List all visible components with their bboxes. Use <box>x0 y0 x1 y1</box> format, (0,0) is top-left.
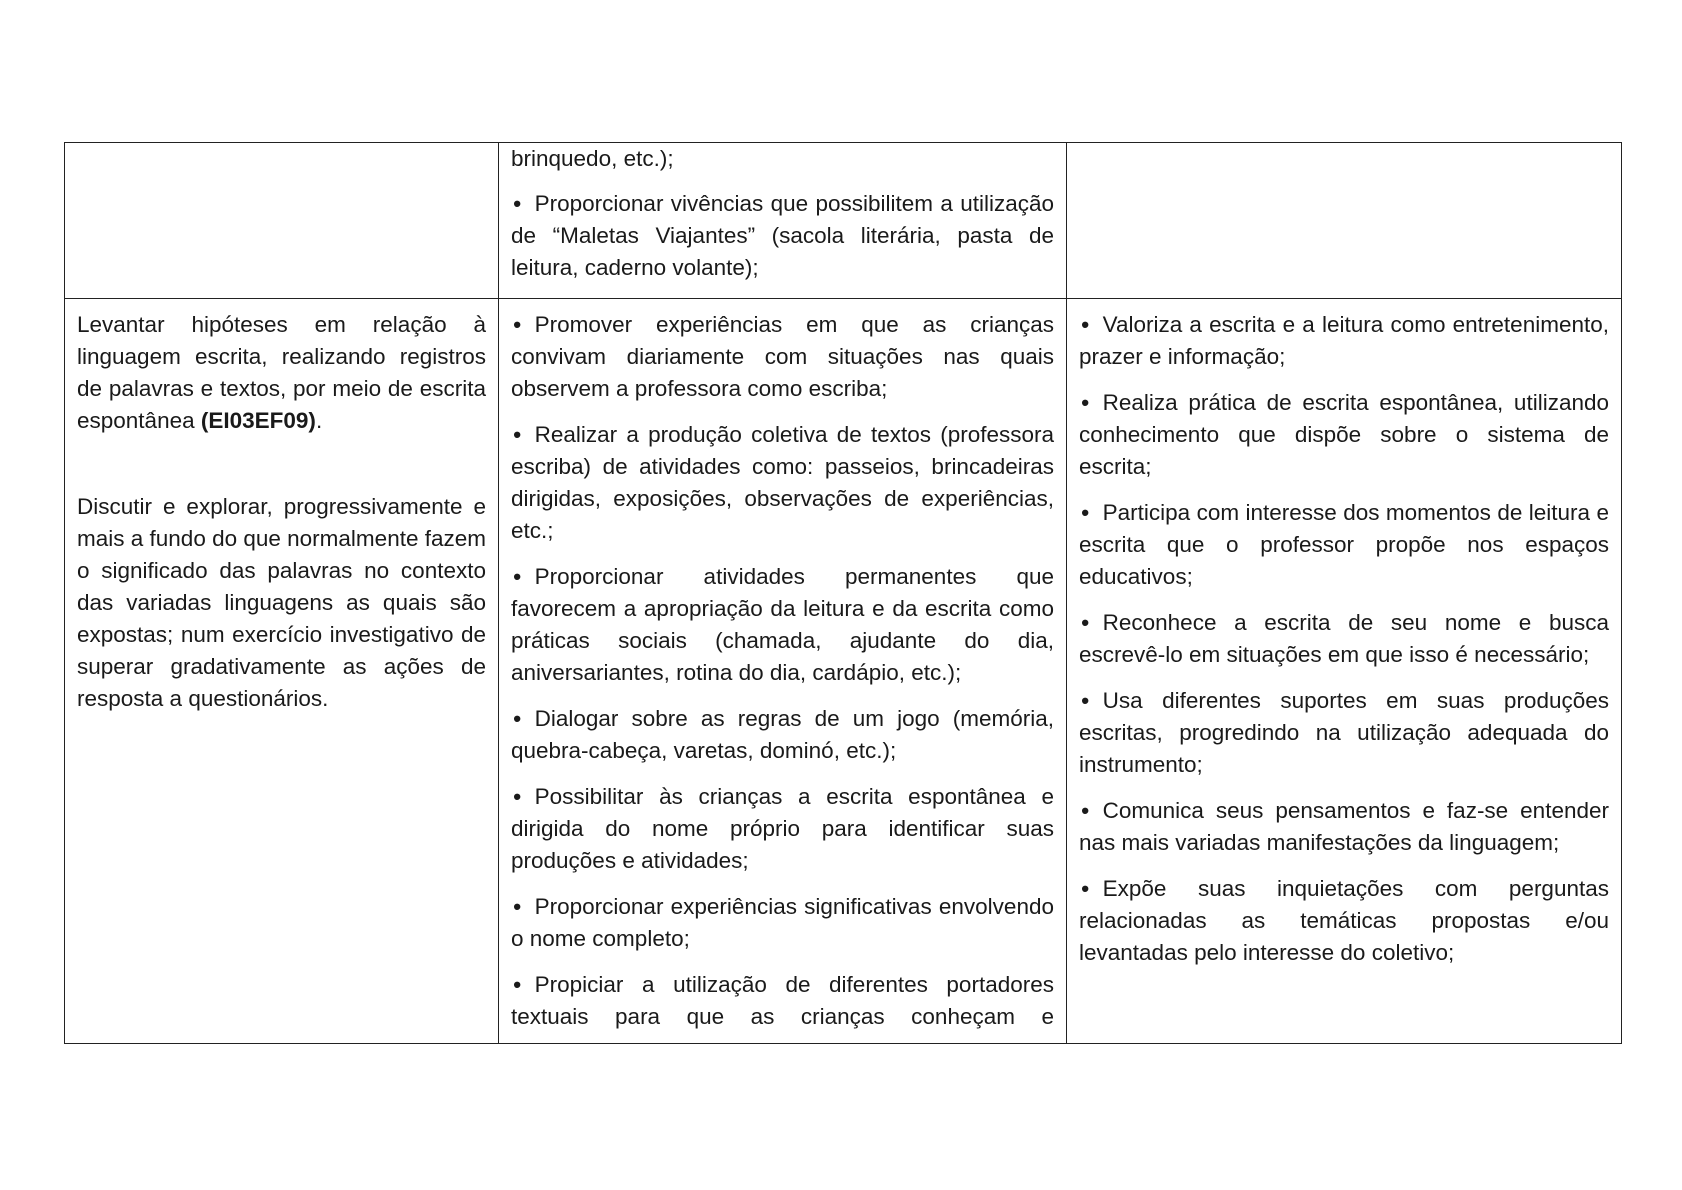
activity-item: • Proporcionar atividades permanentes que favorecem a apropriação da leitura e da escrita como práticas sociais (chamada, ajudante do dia, aniversariantes, rotina do dia, cardápio, etc.); <box>511 561 1054 689</box>
assessment-item: • Participa com interesse dos momentos de leitura e escrita que o professor propõe nos espaços educativos; <box>1079 497 1609 593</box>
assessment-cell-empty <box>1067 143 1622 299</box>
objectives-cell <box>65 299 499 1044</box>
assessment-item: • Realiza prática de escrita espontânea, utilizando conhecimento que dispõe sobre o sistema de escrita; <box>1079 387 1609 483</box>
assessment-item: • Comunica seus pensamentos e faz-se entender nas mais variadas manifestações da linguagem; <box>1079 795 1609 859</box>
table-row <box>65 299 1622 1044</box>
activity-item: • Propiciar a utilização de diferentes portadores textuais para que as crianças conheçam e <box>511 969 1054 1033</box>
assessment-cell <box>1067 299 1622 1044</box>
activities-cell <box>499 299 1067 1044</box>
continued-text: brinquedo, etc.); <box>511 146 674 171</box>
bncc-code: (EI03EF09) <box>200 408 316 433</box>
activity-item: • Possibilitar às crianças a escrita espontânea e dirigida do nome próprio para identificar suas produções e atividades; <box>511 781 1054 877</box>
objective-text <box>77 309 486 437</box>
table-row <box>65 143 1622 299</box>
activities-cell <box>499 143 1067 299</box>
activity-item: • Proporcionar experiências significativas envolvendo o nome completo; <box>511 891 1054 955</box>
objective-description: Levantar hipóteses em relação à linguagem escrita, realizando registros de palavras e textos, por meio de escrita espontânea <box>77 312 486 433</box>
assessment-item: • Reconhece a escrita de seu nome e busca escrevê-lo em situações em que isso é necessário; <box>1079 607 1609 671</box>
planning-table <box>64 142 1622 1044</box>
assessment-item: • Expõe suas inquietações com perguntas relacionadas as temáticas propostas e/ou levantadas pelo interesse do coletivo; <box>1079 873 1609 969</box>
activity-item: • Proporcionar vivências que possibilitem a utilização de “Maletas Viajantes” (sacola literária, pasta de leitura, caderno volante); <box>511 188 1054 284</box>
objective-period: . <box>315 408 323 433</box>
assessment-item: • Usa diferentes suportes em suas produções escritas, progredindo na utilização adequada do instrumento; <box>1079 685 1609 781</box>
objectives-cell-empty <box>65 143 499 299</box>
activity-item: • Dialogar sobre as regras de um jogo (memória, quebra-cabeça, varetas, dominó, etc.); <box>511 703 1054 767</box>
activity-item: • Realizar a produção coletiva de textos (professora escriba) de atividades como: passeios, brincadeiras dirigidas, exposições, observações de experiências, etc.; <box>511 419 1054 547</box>
assessment-item: • Valoriza a escrita e a leitura como entretenimento, prazer e informação; <box>1079 309 1609 373</box>
activity-item: • Promover experiências em que as crianças convivam diariamente com situações nas quais observem a professora como escriba; <box>511 309 1054 405</box>
objective-text: Discutir e explorar, progressivamente e mais a fundo do que normalmente fazem o significado das palavras no contexto das variadas linguagens as quais são expostas; num exercício investigativo de superar gradativamente as ações de resposta a questionários. <box>77 494 486 711</box>
